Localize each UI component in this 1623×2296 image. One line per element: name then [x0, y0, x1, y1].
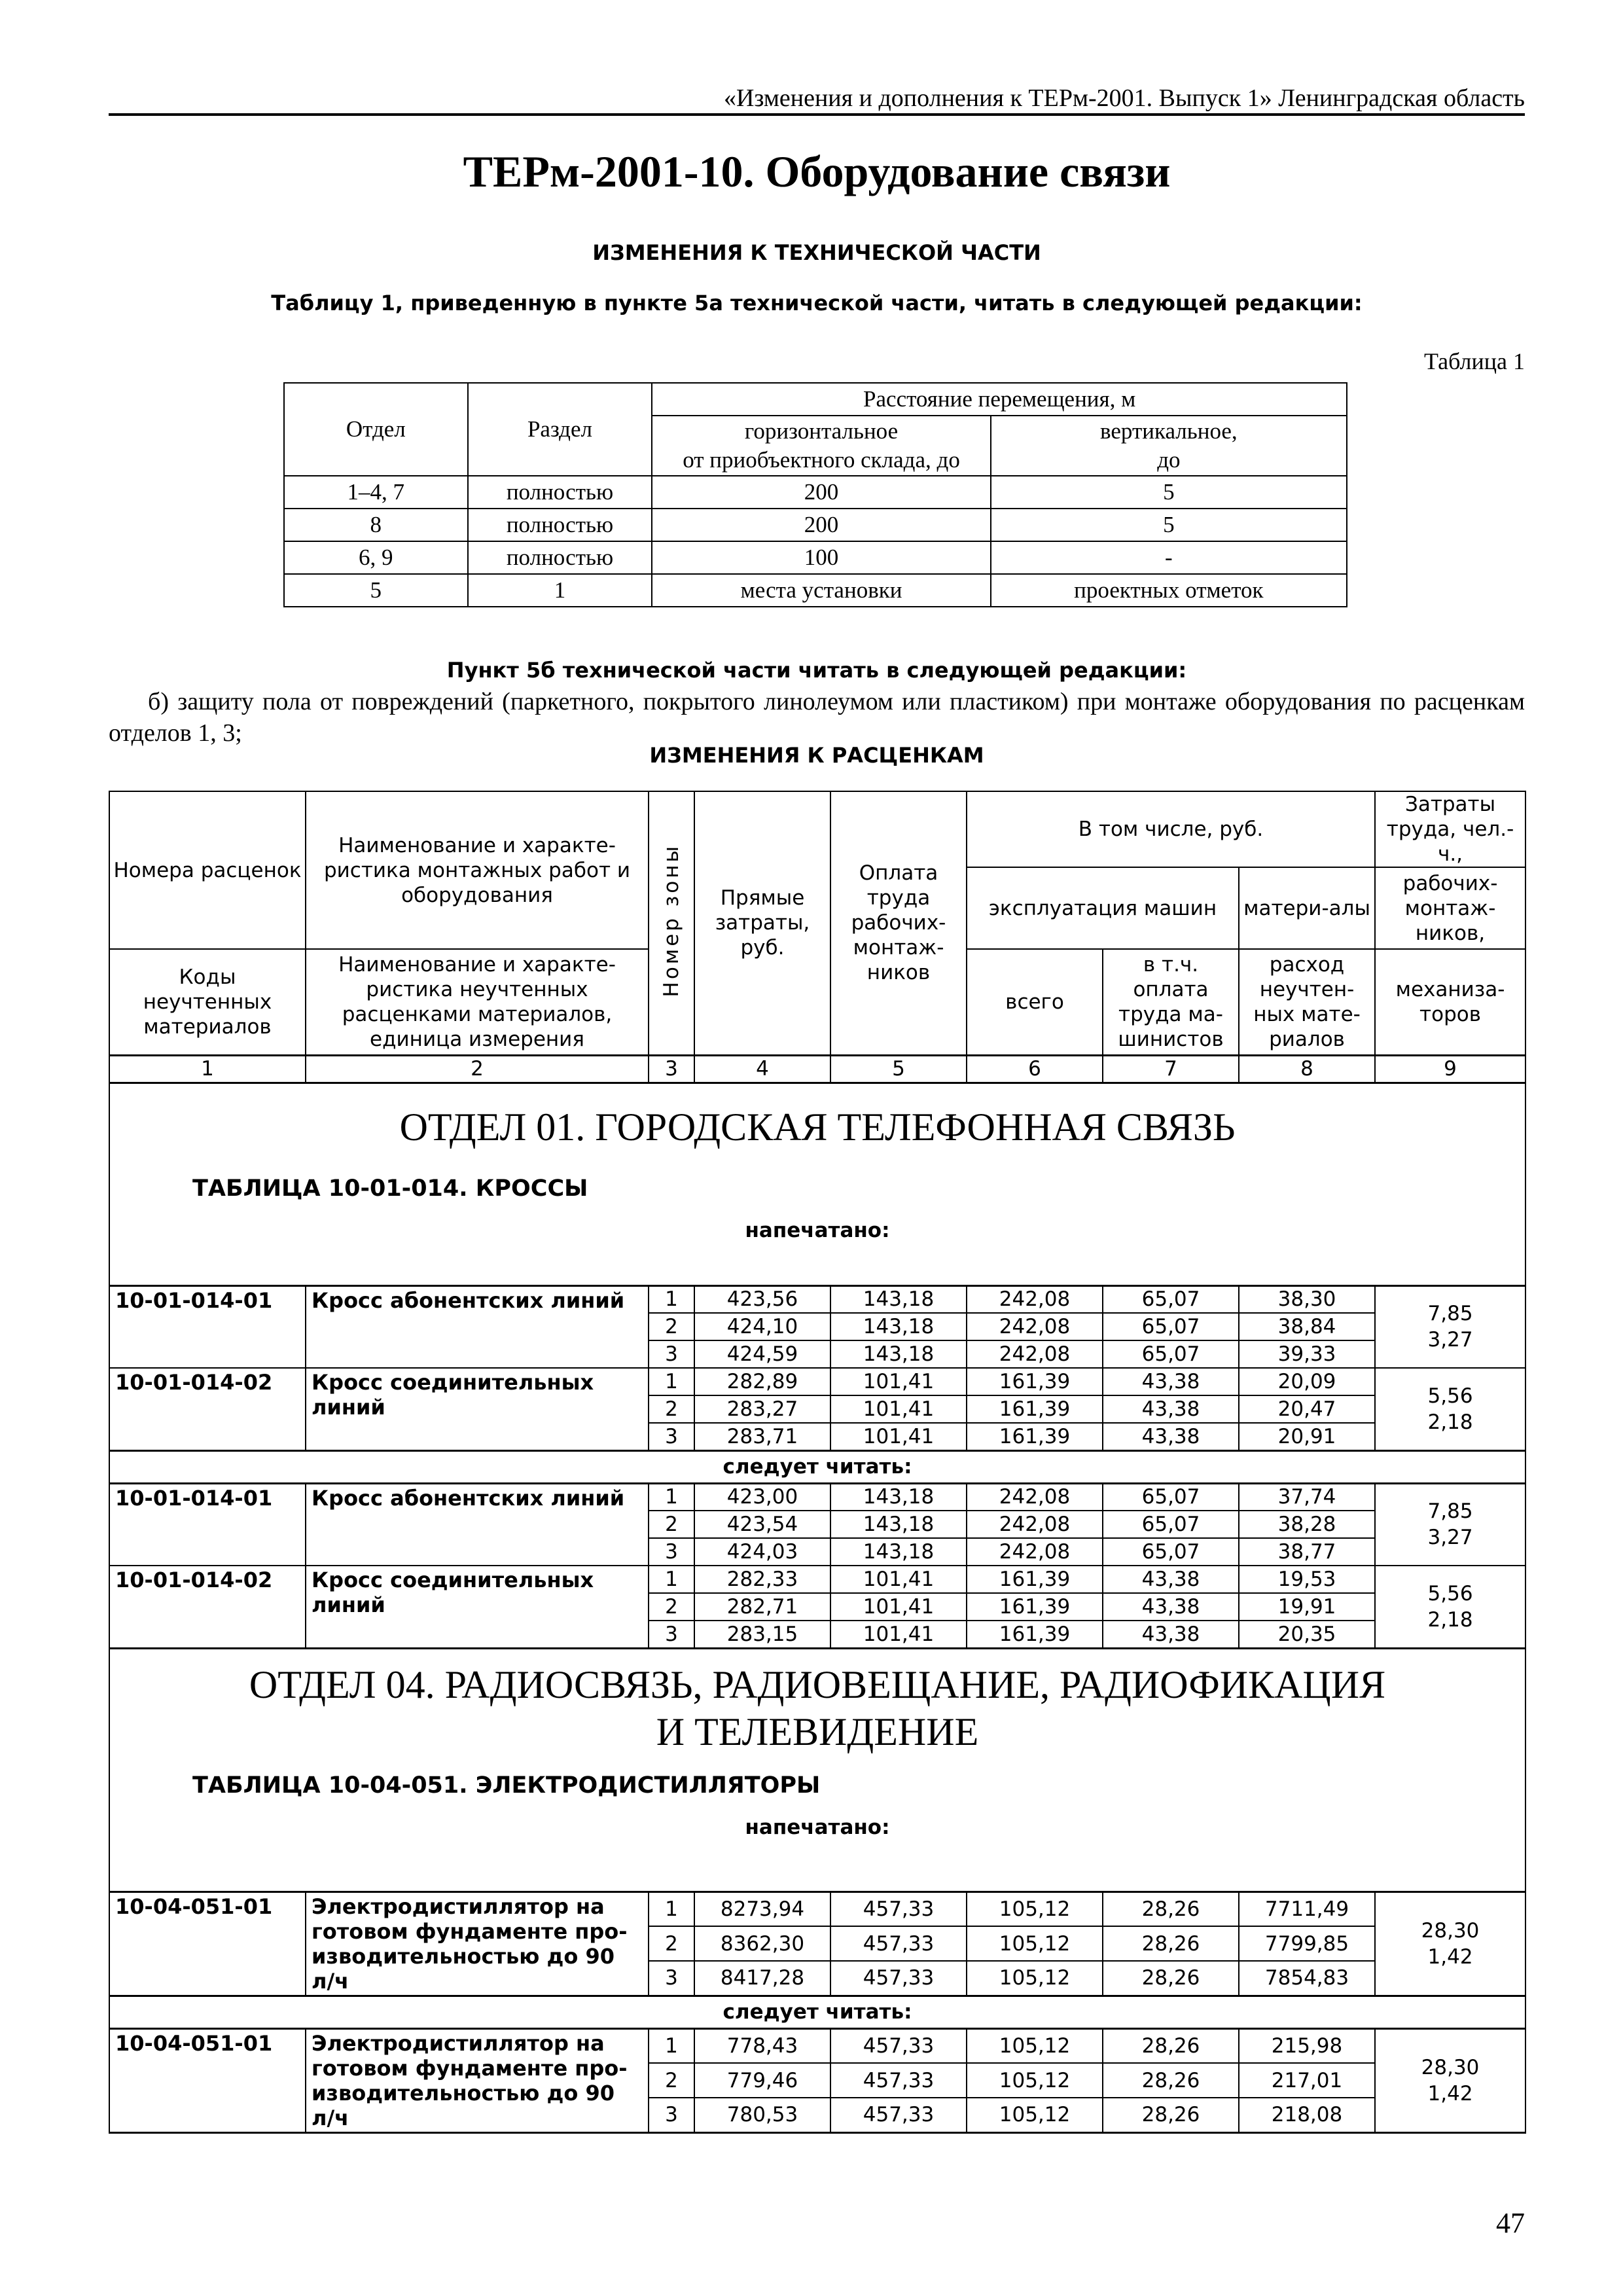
machine-total: 242,08 — [967, 1313, 1103, 1340]
machine-pay: 65,07 — [1103, 1538, 1239, 1566]
labor-workers: 7,85 — [1427, 1499, 1473, 1524]
labor-pay: 143,18 — [830, 1483, 967, 1511]
col-num: 9 — [1375, 1055, 1525, 1083]
zone: 1 — [649, 1892, 694, 1926]
table1-header-vertical — [991, 416, 1347, 476]
cell-vertical: 5 — [991, 509, 1347, 541]
direct-cost: 282,71 — [694, 1593, 830, 1621]
header-materialy: матери-алы — [1239, 867, 1375, 949]
zone: 2 — [649, 1593, 694, 1621]
zone: 3 — [649, 1340, 694, 1368]
machine-pay: 43,38 — [1103, 1395, 1239, 1423]
zone: 3 — [649, 1621, 694, 1648]
labor-pay: 457,33 — [830, 1892, 967, 1926]
direct-cost: 8273,94 — [694, 1892, 830, 1926]
zone: 2 — [649, 1511, 694, 1538]
table-row — [109, 1892, 1525, 1926]
rate-code: 10-01-014-02 — [109, 1566, 306, 1648]
col-num: 5 — [830, 1055, 967, 1083]
direct-cost: 423,00 — [694, 1483, 830, 1511]
table1-row — [284, 541, 1347, 574]
direct-cost: 778,43 — [694, 2028, 830, 2063]
machine-pay: 43,38 — [1103, 1621, 1239, 1648]
col-num: 7 — [1103, 1055, 1239, 1083]
col-num: 8 — [1239, 1055, 1375, 1083]
header-rule — [109, 113, 1525, 116]
direct-cost: 282,33 — [694, 1566, 830, 1593]
direct-cost: 8362,30 — [694, 1926, 830, 1961]
header-zona — [649, 791, 694, 1055]
machine-pay: 43,38 — [1103, 1423, 1239, 1450]
labor-workers: 28,30 — [1421, 1918, 1480, 1943]
cell-razdel: полностью — [468, 509, 652, 541]
col-num: 3 — [649, 1055, 694, 1083]
rate-name: Кросс соединительных линий — [306, 1566, 649, 1648]
col-num: 4 — [694, 1055, 830, 1083]
running-header: «Изменения и дополнения к ТЕРм-2001. Выпуск 1» Ленинградская область — [723, 84, 1525, 112]
header-naimenovanie: Наименование и характе-ристика монтажных работ и оборудования — [306, 791, 649, 949]
header-naimenovanie-neucht: Наименование и характе-ристика неучтенных расценками материалов, единица измерения — [306, 949, 649, 1055]
labor-costs — [1375, 1566, 1525, 1648]
rate-code: 10-01-014-02 — [109, 1368, 306, 1450]
cell-razdel: 1 — [468, 574, 652, 607]
cell-vertical: проектных отметок — [991, 574, 1347, 607]
header-line: горизонтальное — [744, 418, 899, 444]
labor-pay: 457,33 — [830, 1961, 967, 1996]
direct-cost: 424,10 — [694, 1313, 830, 1340]
table-10-04-051-title: ТАБЛИЦА 10-04-051. ЭЛЕКТРОДИСТИЛЛЯТОРЫ — [192, 1772, 821, 1799]
machine-total: 105,12 — [967, 2063, 1103, 2098]
materials: 217,01 — [1239, 2063, 1375, 2098]
should-read-row — [109, 1996, 1525, 2028]
labor-pay: 101,41 — [830, 1621, 967, 1648]
cell-horizontal: 200 — [652, 509, 990, 541]
zone: 3 — [649, 1961, 694, 1996]
zone-label: Номер зоны — [660, 843, 683, 997]
machine-total: 242,08 — [967, 1538, 1103, 1566]
machine-total: 105,12 — [967, 2028, 1103, 2063]
cell-horizontal: 200 — [652, 476, 990, 509]
table1 — [283, 382, 1347, 607]
cell-razdel: полностью — [468, 476, 652, 509]
otdel04-title-line: ОТДЕЛ 04. РАДИОСВЯЗЬ, РАДИОВЕЩАНИЕ, РАДИОФИКАЦИЯ — [249, 1662, 1386, 1706]
machine-pay: 43,38 — [1103, 1593, 1239, 1621]
page-title: ТЕРм-2001-10. Оборудование связи — [463, 147, 1171, 196]
machine-pay: 28,26 — [1103, 1892, 1239, 1926]
materials: 20,35 — [1239, 1621, 1375, 1648]
rate-name: Электродистиллятор на готовом фундаменте про-изводительностью до 90 л/ч — [306, 1892, 649, 1996]
machine-total: 242,08 — [967, 1483, 1103, 1511]
cell-otdel: 1–4, 7 — [284, 476, 468, 509]
header-pryamye: Прямые затраты, руб. — [694, 791, 830, 1055]
labor-pay: 457,33 — [830, 2028, 967, 2063]
materials: 7711,49 — [1239, 1892, 1375, 1926]
punkt-5b-text: б) защиту пола от повреждений (паркетного, покрытого линолеумом или пластиком) при монтаже оборудования по расценкам отделов 1, 3; — [109, 688, 1525, 747]
should-read-label: следует читать: — [109, 1996, 1525, 2028]
header-nomera: Номера расценок — [109, 791, 306, 949]
direct-cost: 780,53 — [694, 2098, 830, 2132]
machine-total: 161,39 — [967, 1368, 1103, 1395]
materials: 39,33 — [1239, 1340, 1375, 1368]
header-v-tom-chisle: В том числе, руб. — [967, 791, 1375, 867]
header-vsego: всего — [967, 949, 1103, 1055]
labor-pay: 143,18 — [830, 1313, 967, 1340]
printed-label: напечатано: — [745, 1815, 890, 1839]
labor-machinists: 2,18 — [1427, 1607, 1473, 1632]
machine-pay: 28,26 — [1103, 2063, 1239, 2098]
zone: 3 — [649, 2098, 694, 2132]
column-numbers-row — [109, 1055, 1525, 1083]
labor-pay: 143,18 — [830, 1538, 967, 1566]
header-raskhod: расход неучтен-ных мате-риалов — [1239, 949, 1375, 1055]
rates-heading: ИЗМЕНЕНИЯ К РАСЦЕНКАМ — [649, 743, 984, 768]
materials: 38,28 — [1239, 1511, 1375, 1538]
labor-pay: 143,18 — [830, 1340, 967, 1368]
table1-header-distance: Расстояние перемещения, м — [652, 383, 1347, 416]
direct-cost: 779,46 — [694, 2063, 830, 2098]
table1-header-horizontal — [652, 416, 990, 476]
cell-vertical: - — [991, 541, 1347, 574]
machine-pay: 28,26 — [1103, 2098, 1239, 2132]
machine-total: 105,12 — [967, 1892, 1103, 1926]
machine-pay: 65,07 — [1103, 1511, 1239, 1538]
machine-total: 242,08 — [967, 1285, 1103, 1313]
labor-costs — [1375, 1368, 1525, 1450]
zone: 1 — [649, 1483, 694, 1511]
labor-pay: 101,41 — [830, 1395, 967, 1423]
machine-pay: 28,26 — [1103, 1961, 1239, 1996]
rate-code: 10-04-051-01 — [109, 2028, 306, 2132]
should-read-row — [109, 1450, 1525, 1483]
rate-code: 10-01-014-01 — [109, 1483, 306, 1566]
labor-pay: 101,41 — [830, 1368, 967, 1395]
table1-caption: Таблица 1 — [1424, 348, 1525, 374]
zone: 2 — [649, 2063, 694, 2098]
zone: 3 — [649, 1538, 694, 1566]
materials: 215,98 — [1239, 2028, 1375, 2063]
materials: 37,74 — [1239, 1483, 1375, 1511]
direct-cost: 8417,28 — [694, 1961, 830, 1996]
labor-workers: 28,30 — [1421, 2055, 1480, 2079]
direct-cost: 283,15 — [694, 1621, 830, 1648]
machine-total: 161,39 — [967, 1423, 1103, 1450]
labor-pay: 101,41 — [830, 1423, 967, 1450]
table-row — [109, 1285, 1525, 1313]
col-num: 1 — [109, 1055, 306, 1083]
otdel04-title-line: И ТЕЛЕВИДЕНИЕ — [656, 1710, 979, 1753]
table-row — [109, 1566, 1525, 1593]
labor-machinists: 2,18 — [1427, 1410, 1473, 1434]
materials: 38,30 — [1239, 1285, 1375, 1313]
table1-header-otdel: Отдел — [284, 383, 468, 476]
labor-workers: 7,85 — [1427, 1302, 1473, 1326]
materials: 19,91 — [1239, 1593, 1375, 1621]
machine-pay: 65,07 — [1103, 1340, 1239, 1368]
machine-pay: 65,07 — [1103, 1285, 1239, 1313]
direct-cost: 283,27 — [694, 1395, 830, 1423]
printed-label: напечатано: — [745, 1218, 890, 1242]
direct-cost: 282,89 — [694, 1368, 830, 1395]
direct-cost: 423,56 — [694, 1285, 830, 1313]
labor-machinists: 3,27 — [1427, 1526, 1473, 1550]
header-oplata: Оплата труда рабочих-монтаж-ников — [830, 791, 967, 1055]
labor-workers: 5,56 — [1427, 1384, 1473, 1408]
header-zatraty: Затраты труда, чел.-ч., — [1375, 791, 1525, 867]
materials: 218,08 — [1239, 2098, 1375, 2132]
materials: 38,84 — [1239, 1313, 1375, 1340]
col-num: 2 — [306, 1055, 649, 1083]
materials: 19,53 — [1239, 1566, 1375, 1593]
cell-vertical: 5 — [991, 476, 1347, 509]
labor-pay: 101,41 — [830, 1566, 967, 1593]
header-mekhanizatorov: механиза-торов — [1375, 949, 1525, 1055]
zone: 2 — [649, 1313, 694, 1340]
machine-total: 105,12 — [967, 1961, 1103, 1996]
labor-machinists: 3,27 — [1427, 1328, 1473, 1352]
rate-name: Кросс соединительных линий — [306, 1368, 649, 1450]
labor-machinists: 1,42 — [1427, 1945, 1473, 1969]
zone: 2 — [649, 1926, 694, 1961]
rate-code: 10-01-014-01 — [109, 1285, 306, 1368]
machine-total: 242,08 — [967, 1511, 1103, 1538]
labor-costs — [1375, 1892, 1525, 1996]
rate-code: 10-04-051-01 — [109, 1892, 306, 1996]
direct-cost: 424,03 — [694, 1538, 830, 1566]
cell-otdel: 6, 9 — [284, 541, 468, 574]
tech-part-heading: ИЗМЕНЕНИЯ К ТЕХНИЧЕСКОЙ ЧАСТИ — [592, 240, 1041, 265]
should-read-label: следует читать: — [109, 1450, 1525, 1483]
table-row — [109, 1368, 1525, 1395]
labor-workers: 5,56 — [1427, 1581, 1473, 1605]
labor-costs — [1375, 1285, 1525, 1368]
cell-razdel: полностью — [468, 541, 652, 574]
cell-otdel: 5 — [284, 574, 468, 607]
machine-pay: 28,26 — [1103, 1926, 1239, 1961]
rate-name: Электродистиллятор на готовом фундаменте про-изводительностью до 90 л/ч — [306, 2028, 649, 2132]
header-line: до — [1157, 447, 1181, 473]
col-num: 6 — [967, 1055, 1103, 1083]
machine-total: 105,12 — [967, 1926, 1103, 1961]
header-v-tch: в т.ч. оплата труда ма-шинистов — [1103, 949, 1239, 1055]
otdel01-section — [109, 1083, 1525, 1285]
materials: 7854,83 — [1239, 1961, 1375, 1996]
direct-cost: 423,54 — [694, 1511, 830, 1538]
machine-total: 242,08 — [967, 1340, 1103, 1368]
materials: 7799,85 — [1239, 1926, 1375, 1961]
direct-cost: 283,71 — [694, 1423, 830, 1450]
rate-name: Кросс абонентских линий — [306, 1483, 649, 1566]
table-row — [109, 2028, 1525, 2063]
materials: 20,09 — [1239, 1368, 1375, 1395]
labor-pay: 143,18 — [830, 1511, 967, 1538]
direct-cost: 424,59 — [694, 1340, 830, 1368]
materials: 38,77 — [1239, 1538, 1375, 1566]
machine-total: 161,39 — [967, 1395, 1103, 1423]
rate-name: Кросс абонентских линий — [306, 1285, 649, 1368]
table1-header-razdel: Раздел — [468, 383, 652, 476]
zone: 1 — [649, 1368, 694, 1395]
header-zatraty-rabochikh: рабочих-монтаж-ников, — [1375, 867, 1525, 949]
punkt-5b-heading: Пункт 5б технической части читать в следующей редакции: — [446, 658, 1187, 683]
labor-pay: 457,33 — [830, 2063, 967, 2098]
machine-total: 161,39 — [967, 1593, 1103, 1621]
zone: 1 — [649, 2028, 694, 2063]
otdel01-title: ОТДЕЛ 01. ГОРОДСКАЯ ТЕЛЕФОННАЯ СВЯЗЬ — [399, 1105, 1236, 1149]
zone: 3 — [649, 1423, 694, 1450]
labor-pay: 101,41 — [830, 1593, 967, 1621]
otdel04-title — [110, 1649, 1525, 1755]
header-kody: Коды неучтенных материалов — [109, 949, 306, 1055]
machine-pay: 65,07 — [1103, 1483, 1239, 1511]
cell-horizontal: места установки — [652, 574, 990, 607]
otdel04-section — [109, 1648, 1525, 1892]
zone: 1 — [649, 1285, 694, 1313]
zone: 2 — [649, 1395, 694, 1423]
zone: 1 — [649, 1566, 694, 1593]
machine-pay: 43,38 — [1103, 1368, 1239, 1395]
machine-pay: 43,38 — [1103, 1566, 1239, 1593]
labor-machinists: 1,42 — [1427, 2081, 1473, 2106]
labor-pay: 457,33 — [830, 2098, 967, 2132]
machine-pay: 65,07 — [1103, 1313, 1239, 1340]
table1-row — [284, 509, 1347, 541]
labor-pay: 457,33 — [830, 1926, 967, 1961]
table-row — [109, 1483, 1525, 1511]
machine-total: 105,12 — [967, 2098, 1103, 2132]
materials: 20,91 — [1239, 1423, 1375, 1450]
table1-row — [284, 476, 1347, 509]
table1-row — [284, 574, 1347, 607]
header-ekspluatatsiya: эксплуатация машин — [967, 867, 1239, 949]
machine-total: 161,39 — [967, 1566, 1103, 1593]
header-line: от приобъектного склада, до — [683, 447, 960, 473]
table1-intro: Таблицу 1, приведенную в пункте 5а технической части, читать в следующей редакции: — [271, 291, 1363, 315]
labor-costs — [1375, 2028, 1525, 2132]
page-number: 47 — [1496, 2207, 1525, 2239]
table-10-01-014-title: ТАБЛИЦА 10-01-014. КРОССЫ — [192, 1175, 588, 1202]
materials: 20,47 — [1239, 1395, 1375, 1423]
labor-costs — [1375, 1483, 1525, 1566]
cell-horizontal: 100 — [652, 541, 990, 574]
cell-otdel: 8 — [284, 509, 468, 541]
rates-table — [109, 791, 1526, 2134]
machine-pay: 28,26 — [1103, 2028, 1239, 2063]
header-line: вертикальное, — [1100, 418, 1238, 444]
labor-pay: 143,18 — [830, 1285, 967, 1313]
machine-total: 161,39 — [967, 1621, 1103, 1648]
